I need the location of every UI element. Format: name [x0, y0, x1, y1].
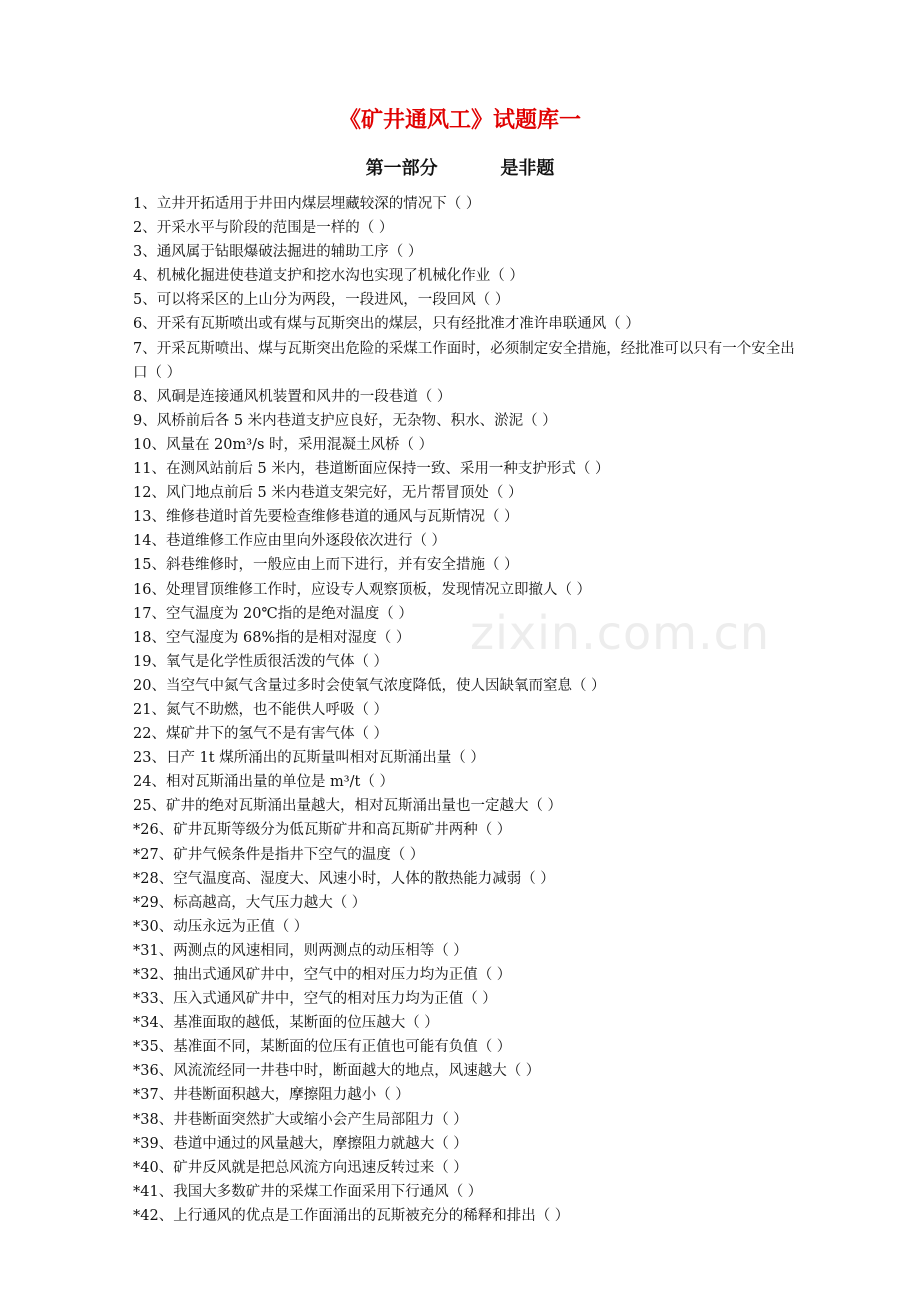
question-item: *35、基准面不同，某断面的位压有正值也可能有负值（ ） [133, 1039, 512, 1056]
question-item: 1、立井开拓适用于井田内煤层埋藏较深的情况下（ ） [133, 196, 481, 212]
question-item: *27、矿井气候条件是指井下空气的温度（ ） [133, 846, 425, 863]
section-heading: 第一部分 是非题 [365, 158, 555, 179]
question-item: 22、煤矿井下的氢气不是有害气体（ ） [133, 726, 389, 743]
question-item: *37、井巷断面积越大，摩擦阻力越小（ ） [133, 1087, 410, 1104]
question-item: 17、空气温度为 20℃指的是绝对温度（ ） [133, 605, 413, 622]
question-item: 19、氧气是化学性质很活泼的气体（ ） [133, 653, 389, 670]
question-item: 10、风量在 20m³/s 时，采用混凝土风桥（ ） [133, 436, 434, 453]
question-item: *32、抽出式通风矿井中，空气中的相对压力均为正值（ ） [133, 967, 512, 983]
question-item: 5、可以将采区的上山分为两段，一段进风，一段回风（ ） [133, 292, 510, 309]
page-title: 《矿井通风工》试题库一 [338, 107, 581, 133]
question-item: 21、氮气不助燃，也不能供人呼吸（ ） [133, 701, 389, 718]
question-item: 20、当空气中氮气含量过多时会使氧气浓度降低，使人因缺氧而窒息（ ） [133, 677, 606, 694]
question-item: *41、我国大多数矿井的采煤工作面采用下行通风（ ） [133, 1183, 483, 1200]
question-item: 24、相对瓦斯涌出量的单位是 m³/t（ ） [133, 774, 394, 791]
question-item: 13、维修巷道时首先要检查维修巷道的通风与瓦斯情况（ ） [133, 509, 519, 526]
question-item: 2、开采水平与阶段的范围是一样的（ ） [133, 220, 394, 237]
question-item: 6、开采有瓦斯喷出或有煤与瓦斯突出的煤层，只有经批准才准许串联通风（ ） [133, 316, 640, 333]
question-item: 7、开采瓦斯喷出、煤与瓦斯突出危险的采煤工作面时，必须制定安全措施，经批准可以只有一个安全出口（ ） [133, 340, 795, 381]
question-item: 18、空气湿度为 68%指的是相对湿度（ ） [133, 629, 411, 646]
question-item: 16、处理冒顶维修工作时，应设专人观察顶板，发现情况立即撤人（ ） [133, 581, 592, 598]
question-item: *40、矿井反风就是把总风流方向迅速反转过来（ ） [133, 1159, 468, 1176]
question-item: 4、机械化掘进使巷道支护和挖水沟也实现了机械化作业（ ） [133, 268, 524, 285]
question-item: *30、动压永远为正值（ ） [133, 918, 309, 935]
question-item: *31、两测点的风速相同，则两测点的动压相等（ ） [133, 942, 468, 959]
question-item: *36、风流流经同一井巷中时，断面越大的地点，风速越大（ ） [133, 1063, 541, 1080]
question-item: 3、通风属于钻眼爆破法掘进的辅助工序（ ） [133, 244, 423, 261]
question-item: *38、井巷断面突然扩大或缩小会产生局部阻力（ ） [133, 1111, 468, 1128]
question-item: 11、在测风站前后 5 米内，巷道断面应保持一致、采用一种支护形式（ ） [133, 461, 610, 478]
question-item: *33、压入式通风矿井中，空气的相对压力均为正值（ ） [133, 991, 497, 1008]
question-item: 25、矿井的绝对瓦斯涌出量越大，相对瓦斯涌出量也一定越大（ ） [133, 798, 563, 815]
question-item: 15、斜巷维修时，一般应由上而下进行，并有安全措施（ ） [133, 557, 519, 574]
question-item: 23、日产 1t 煤所涌出的瓦斯量叫相对瓦斯涌出量（ ） [133, 750, 485, 767]
question-item: 14、巷道维修工作应由里向外逐段依次进行（ ） [133, 533, 447, 550]
question-item: *39、巷道中通过的风量越大，摩擦阻力就越大（ ） [133, 1135, 468, 1152]
question-item: *26、矿井瓦斯等级分为低瓦斯矿井和高瓦斯矿井两种（ ） [133, 822, 512, 839]
question-item: *34、基准面取的越低，某断面的位压越大（ ） [133, 1015, 439, 1032]
question-item: 8、风硐是连接通风机装置和风井的一段巷道（ ） [133, 388, 452, 405]
watermark: zixin.com.cn [470, 606, 771, 660]
question-item: *29、标高越高，大气压力越大（ ） [133, 894, 367, 911]
question-item: *42、上行通风的优点是工作面涌出的瓦斯被充分的稀释和排出（ ） [133, 1207, 570, 1224]
question-item: *28、空气温度高、湿度大、风速小时，人体的散热能力减弱（ ） [133, 870, 555, 887]
question-item: 9、风桥前后各 5 米内巷道支护应良好，无杂物、积水、淤泥（ ） [133, 412, 557, 429]
question-list [133, 192, 803, 1228]
question-item: 12、风门地点前后 5 米内巷道支架完好，无片帮冒顶处（ ） [133, 485, 523, 502]
